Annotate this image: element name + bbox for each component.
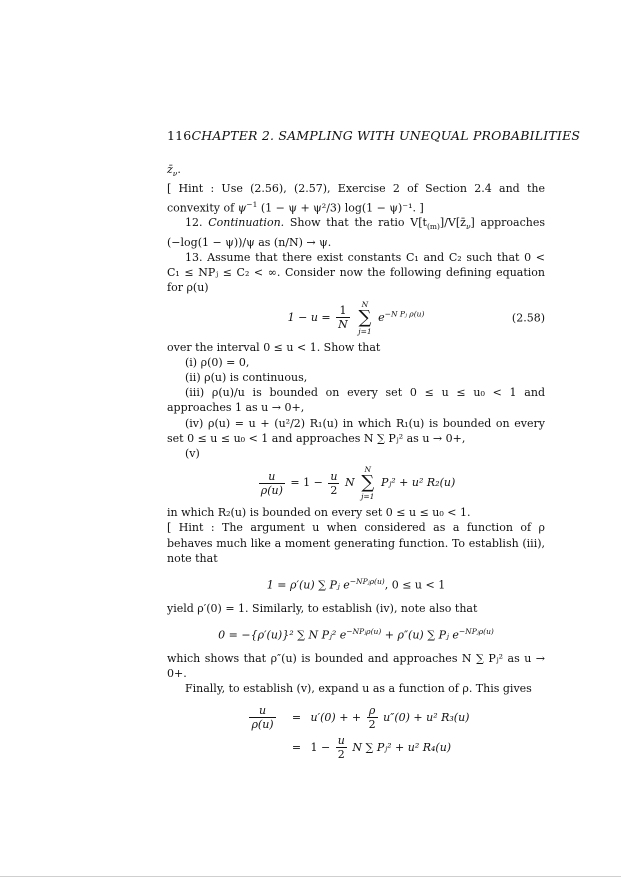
equation-v: $\frac{u}{\rho(u)}$ = 1 − $\frac{u}{2}$ N N ∑ j=1 Pⱼ² + u² R₂(u) bbox=[260, 465, 456, 502]
condition-v: (v) bbox=[185, 447, 200, 461]
aligned-row-1: $\frac{u}{\rho(u)}$ = u′(0) + + $\frac{\rho}{2}$ u″(0) + u² R₃(u) bbox=[251, 704, 470, 732]
hint-1: [ Hint : Use (2.56), (2.57), Exercise 2 of Section 2.4 and the convexity of $\psi^{-1}$ (1 − ψ + ψ²/3) log(1 − ψ)⁻¹. ] bbox=[167, 182, 545, 215]
exercise-12: 12. Continuation. Show that the ratio $V[t_{(m)}]/V[z̄_\nu]$ approaches (−log(1 − ψ))/ψ as (n/N) → ψ. bbox=[167, 216, 545, 249]
page-number: 116 bbox=[167, 128, 192, 143]
summation: N ∑ j=1 bbox=[358, 299, 372, 336]
equation-iv: 0 = −{ρ′(u)}² ∑ N Pⱼ² $e^{-NPⱼ\rho(u)} + \rho''(u)$ ∑ Pⱼ $e^{-NPⱼ\rho(u)}$ bbox=[218, 627, 494, 642]
running-header bbox=[167, 128, 581, 143]
summation: N ∑ j=1 bbox=[361, 465, 375, 502]
yield-line: yield ρ′(0) = 1. Similarly, to establish (iv), note also that bbox=[167, 601, 478, 615]
over-interval: over the interval 0 ≤ u < 1. Show that bbox=[167, 340, 381, 354]
equation-label: (2.58) bbox=[511, 311, 545, 325]
page-body bbox=[167, 162, 545, 767]
in-which: in which R₂(u) is bounded on every set 0 ≤ u ≤ u₀ < 1. bbox=[167, 506, 471, 520]
finally-line: Finally, to establish (v), expand u as a function of ρ. This gives bbox=[185, 682, 532, 696]
condition-ii: (ii) ρ(u) is continuous, bbox=[185, 371, 308, 385]
shows-line: which shows that ρ″(u) is bounded and approaches N ∑ Pⱼ² as u → 0+. bbox=[167, 652, 545, 681]
hint-2: [ Hint : The argument u when considered as a function of ρ behaves much like a moment generating function. To establish (iii), note that bbox=[167, 521, 545, 565]
condition-iv: (iv) ρ(u) = u + (u²/2) R₁(u) in which R₁(u) is bounded on every set 0 ≤ u ≤ u₀ < 1 and approaches N ∑ Pⱼ² as u → 0+, bbox=[167, 416, 545, 445]
equation-2-58: 1 − u = $\frac{1}{N}$ N ∑ j=1 $e^{-N Pⱼ \rho(u)}$ (2.58) bbox=[287, 299, 545, 336]
aligned-equations bbox=[167, 703, 545, 763]
condition-i: (i) ρ(0) = 0, bbox=[185, 355, 250, 369]
aligned-row-2: = 1 − $\frac{u}{2}$ N ∑ Pⱼ² + u² R₄(u) bbox=[291, 734, 452, 762]
line-zbar: $z̄_\nu$. bbox=[167, 163, 181, 179]
condition-iii: (iii) ρ(u)/u is bounded on every set 0 ≤ u ≤ u₀ < 1 and approaches 1 as u → 0+, bbox=[167, 386, 545, 415]
bottom-edge bbox=[0, 876, 621, 877]
equation-iii: 1 = ρ′(u) ∑ Pⱼ $e^{-NPⱼ\rho(u)}$, 0 ≤ u < 1 bbox=[266, 577, 446, 592]
running-title: CHAPTER 2. SAMPLING WITH UNEQUAL PROBABILITIES bbox=[191, 128, 581, 143]
exercise-13: 13. Assume that there exist constants C₁ and C₂ such that 0 < C₁ ≤ NPⱼ ≤ C₂ < ∞. Consider now the following defining equation for ρ(u) bbox=[167, 251, 545, 295]
